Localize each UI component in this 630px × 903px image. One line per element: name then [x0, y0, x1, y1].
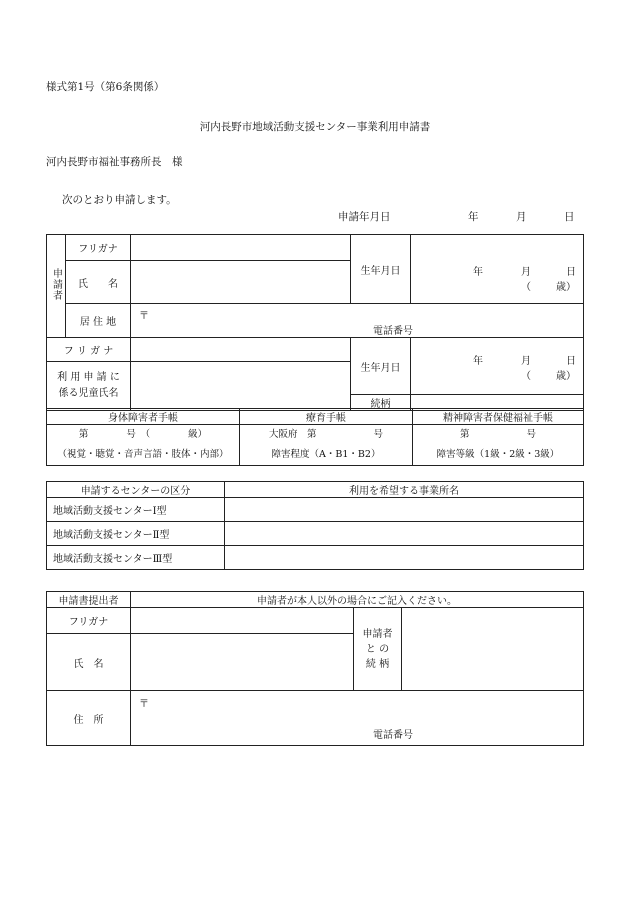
- center-office-field-2[interactable]: [225, 522, 584, 546]
- center-office-field-1[interactable]: [225, 498, 584, 522]
- applicant-address-label: 居 住 地: [66, 304, 131, 338]
- submitter-header-label: 申請書提出者: [47, 592, 131, 608]
- rehab-handbook-number: 大阪府 第 号: [268, 429, 383, 440]
- child-dob-field[interactable]: [411, 338, 584, 395]
- applicant-group-label: 申請者: [47, 235, 66, 338]
- center-office-field-3[interactable]: [225, 546, 584, 570]
- mental-handbook-detail: 障害等級（1級・2級・3級）: [436, 449, 560, 460]
- applicant-age: 歳）: [556, 282, 576, 293]
- physical-handbook-number: 第 号 （ 級）: [78, 429, 208, 440]
- rehab-handbook-cell[interactable]: [240, 425, 413, 466]
- physical-handbook-detail: （視覚・聴覚・音声言語・肢体・内部）: [57, 449, 229, 460]
- rehab-handbook-detail: 障害程度（A・B1・B2）: [271, 449, 381, 460]
- child-name-label-line1: 利 用 申 請 に: [57, 372, 120, 383]
- applicant-dob-month: 月: [521, 267, 531, 278]
- child-age-open: （: [521, 371, 531, 382]
- submitter-furigana-label: フリガナ: [47, 608, 131, 634]
- center-office-header: 利用を希望する事業所名: [225, 482, 584, 498]
- applicant-furigana-label: フリガナ: [66, 235, 131, 261]
- applicant-zip-mark: 〒: [139, 311, 149, 322]
- applicant-name-label: 氏 名: [66, 261, 131, 304]
- applicant-dob-year: 年: [473, 267, 483, 278]
- applicant-phone-label: 電話番号: [373, 326, 413, 337]
- application-date-year: 年: [468, 211, 479, 223]
- form-title: 河内長野市地域活動支援センター事業利用申請書: [199, 121, 431, 133]
- child-age: 歳）: [556, 371, 576, 382]
- submitter-address-field[interactable]: [131, 691, 584, 746]
- addressee: 河内長野市福祉事務所長 様: [46, 156, 183, 168]
- child-dob-label: 生年月日: [351, 338, 411, 395]
- center-type-3: 地域活動支援センターⅢ型: [47, 546, 225, 570]
- submitter-zip-mark: 〒: [139, 699, 149, 710]
- application-date-month: 月: [516, 211, 527, 223]
- submitter-relation-line2: と の: [365, 643, 390, 655]
- applicant-table: [46, 234, 584, 411]
- child-dob-day: 日: [566, 356, 576, 367]
- child-furigana-label: フ リ ガ ナ: [47, 338, 131, 362]
- child-relation-label: 続柄: [351, 395, 411, 411]
- child-name-label-line2: 係る児童氏名: [58, 388, 119, 399]
- applicant-furigana-field[interactable]: [131, 235, 351, 261]
- submitter-table: [46, 591, 584, 746]
- handbooks-table: [46, 408, 584, 466]
- submitter-address-label: 住 所: [47, 691, 131, 746]
- applicant-address-field[interactable]: [131, 304, 584, 338]
- applicant-dob-day: 日: [566, 267, 576, 278]
- applicant-age-open: （: [521, 282, 531, 293]
- submitter-furigana-field[interactable]: [131, 608, 354, 634]
- form-number: 様式第1号（第6条関係）: [46, 81, 165, 93]
- submitter-relation-line3: 続 柄: [365, 658, 390, 670]
- applicant-dob-label: 生年月日: [351, 235, 411, 304]
- child-furigana-field[interactable]: [131, 338, 351, 362]
- mental-handbook-title: 精神障害者保健福祉手帳: [413, 409, 584, 425]
- child-name-field[interactable]: [131, 362, 351, 411]
- applicant-name-field[interactable]: [131, 261, 351, 304]
- application-date-day: 日: [564, 211, 575, 223]
- submitter-relation-line1: 申請者: [362, 628, 393, 640]
- intro-text: 次のとおり申請します。: [62, 194, 177, 206]
- center-type-2: 地域活動支援センターⅡ型: [47, 522, 225, 546]
- application-date-label: 申請年月日: [338, 211, 391, 223]
- child-dob-year: 年: [473, 356, 483, 367]
- child-name-label: [47, 362, 131, 411]
- rehab-handbook-title: 療育手帳: [240, 409, 413, 425]
- submitter-relation-field[interactable]: [402, 608, 584, 691]
- submitter-name-field[interactable]: [131, 634, 354, 691]
- submitter-phone-label: 電話番号: [373, 730, 413, 741]
- submitter-relation-label: [354, 608, 402, 691]
- physical-handbook-title: 身体障害者手帳: [47, 409, 240, 425]
- physical-handbook-cell[interactable]: [47, 425, 240, 466]
- center-table: [46, 481, 584, 570]
- child-dob-month: 月: [521, 356, 531, 367]
- submitter-name-label: 氏 名: [47, 634, 131, 691]
- submitter-header-note: 申請者が本人以外の場合にご記入ください。: [131, 592, 584, 608]
- center-type-1: 地域活動支援センターⅠ型: [47, 498, 225, 522]
- center-type-header: 申請するセンターの区分: [47, 482, 225, 498]
- mental-handbook-cell[interactable]: [413, 425, 584, 466]
- mental-handbook-number: 第 号: [459, 429, 536, 440]
- applicant-dob-field[interactable]: [411, 235, 584, 304]
